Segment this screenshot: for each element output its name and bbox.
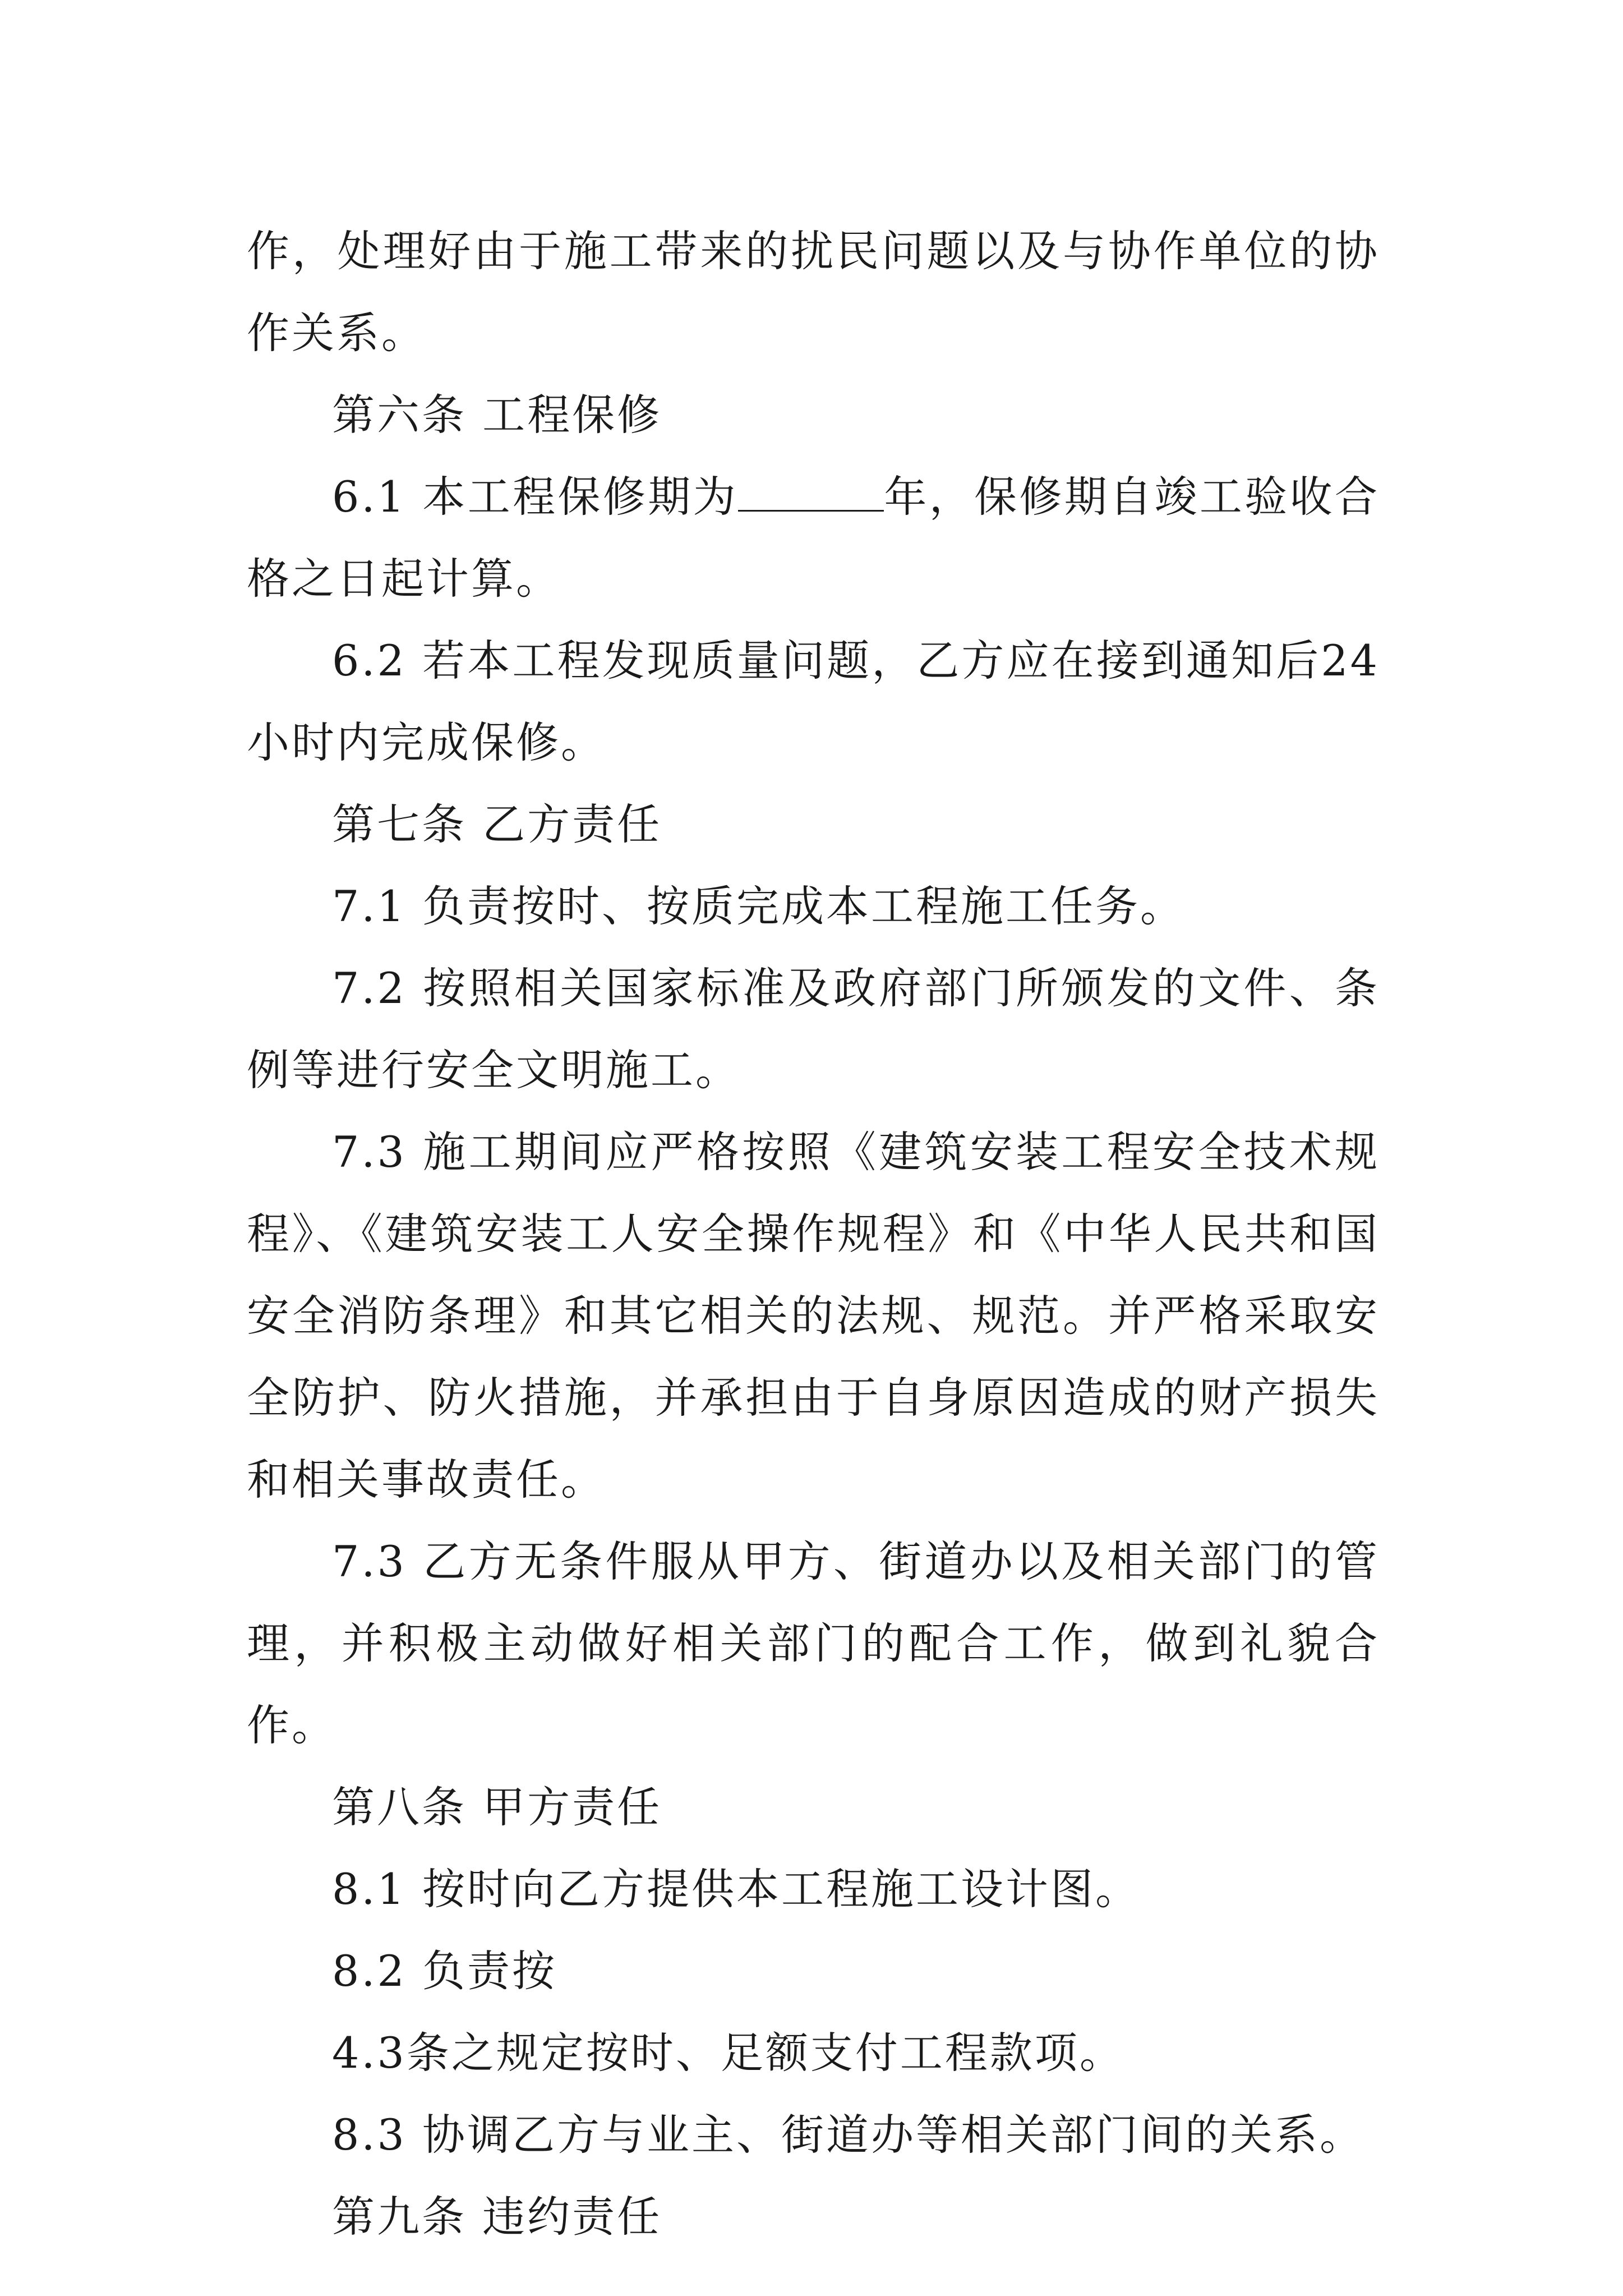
clause-4-3-reference: 4.3条之规定按时、足额支付工程款项。: [332, 2028, 1124, 2078]
clause-6-2: 6.2 若本工程发现质量问题，乙方应在接到通知后24小时内完成保修。: [247, 636, 1380, 767]
document-body: [247, 210, 1380, 2258]
clause-6-1-text-before: 6.1 本工程保修期为: [332, 472, 738, 522]
clause-6-1: [247, 456, 1380, 620]
clause-6-1-text-after: 年，保修期自竣工验收合格之日起计算。: [247, 472, 1380, 604]
clause-8-1: 8.1 按时向乙方提供本工程施工设计图。: [332, 1864, 1141, 1914]
paragraph-continuation: 作，处理好由于施工带来的扰民问题以及与协作单位的协作关系。: [247, 226, 1380, 358]
clause-7-3-obedience: 7.3 乙方无条件服从甲方、街道办以及相关部门的管理，并积极主动做好相关部门的配合工作，做到礼貌合作。: [247, 1536, 1380, 1750]
article-9-heading: 第九条 违约责任: [332, 2192, 662, 2242]
clause-8-2: 8.2 负责按: [332, 1946, 557, 1996]
article-8-heading: 第八条 甲方责任: [332, 1782, 662, 1832]
clause-7-2: 7.2 按照相关国家标准及政府部门所颁发的文件、条例等进行安全文明施工。: [247, 963, 1380, 1095]
warranty-years-blank: [738, 471, 884, 512]
clause-7-3-safety: 7.3 施工期间应严格按照《建筑安装工程安全技术规程》、《建筑安装工人安全操作规程》和《中华人民共和国安全消防条理》和其它相关的法规、规范。并严格采取安全防护、防火措施，并承担由于自身原因造成的财产损失和相关事故责任。: [247, 1127, 1380, 1504]
clause-7-1: 7.1 负责按时、按质完成本工程施工任务。: [332, 881, 1186, 931]
article-6-heading: 第六条 工程保修: [332, 390, 662, 440]
article-7-heading: 第七条 乙方责任: [332, 799, 662, 849]
clause-8-3: 8.3 协调乙方与业主、街道办等相关部门间的关系。: [332, 2110, 1365, 2160]
